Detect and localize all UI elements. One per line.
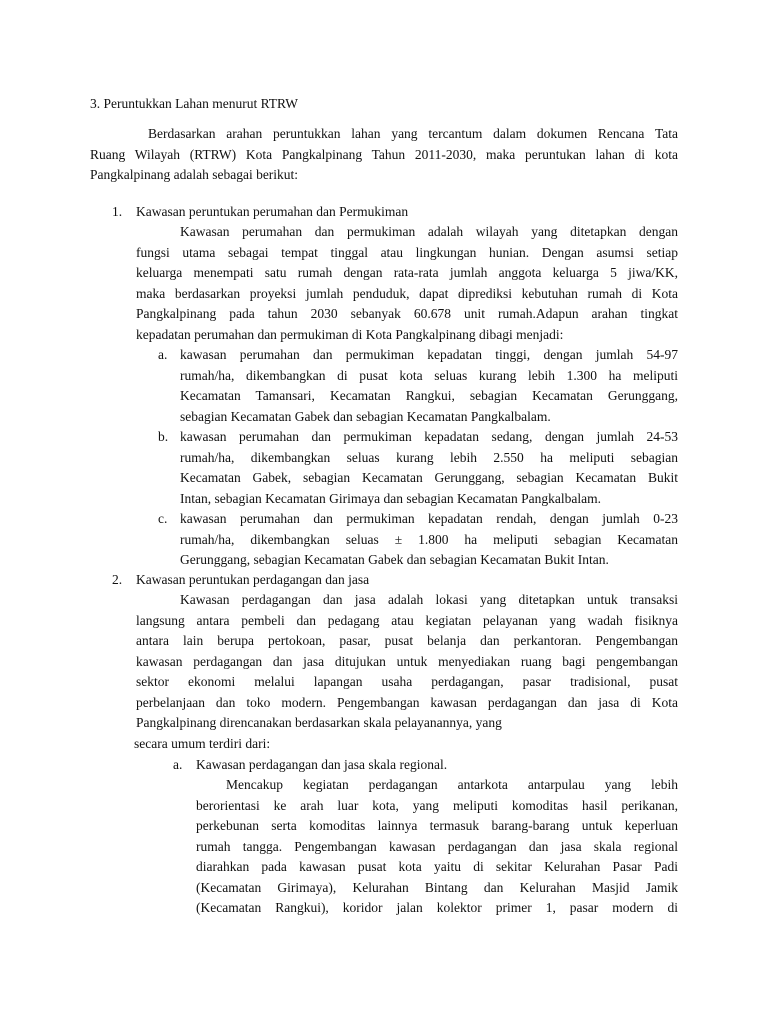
item1-line: maka berdasarkan proyeksi jumlah penduduk, dapat diprediksi kebutuhan rumah di Kota xyxy=(136,285,678,301)
item1-line: Pangkalpinang pada tahun 2030 sebanyak 60.678 unit rumah.Adapun arahan tingkat xyxy=(136,306,678,321)
list-marker-1: 1. xyxy=(112,204,123,219)
item2-line: Pangkalpinang direncanakan berdasarkan skala pelayanannya, yang xyxy=(136,715,502,730)
item1-sub-a xyxy=(180,345,678,427)
intro-paragraph xyxy=(90,124,678,186)
item2-paragraph-tail: secara umum terdiri dari: xyxy=(134,736,271,751)
sub-marker-a: a. xyxy=(158,347,168,362)
section-heading: 3. Peruntukkan Lahan menurut RTRW xyxy=(90,96,299,111)
item1-line: keluarga menempati satu rumah dengan rata-rata jumlah anggota keluarga 5 jiwa/KK, xyxy=(136,265,678,280)
sub-marker-2a: a. xyxy=(173,757,183,772)
list-marker-2: 2. xyxy=(112,572,123,587)
sub-line: (Kecamatan Rangkui), koridor jalan kolektor primer 1, pasar modern di xyxy=(196,900,678,915)
sub-line: kawasan perumahan dan permukiman kepadatan tinggi, dengan jumlah 54-97 xyxy=(180,347,678,362)
sub-line: rumah/ha, dikembangkan seluas ± 1.800 ha meliputi sebagian Kecamatan xyxy=(180,531,678,547)
item1-line: kepadatan perumahan dan permukiman di Kota Pangkalpinang dibagi menjadi: xyxy=(136,326,564,342)
item2-line: antara lain berupa pertokoan, pasar, pusat belanja dan perkantoran. Pengembangan xyxy=(136,633,678,648)
sub-line: Mencakup kegiatan perdagangan antarkota antarpulau yang lebih xyxy=(226,777,678,792)
intro-line: Pangkalpinang adalah sebagai berikut: xyxy=(90,167,299,182)
item1-title: Kawasan peruntukan perumahan dan Permukiman xyxy=(136,204,409,219)
sub-line: Kecamatan Gabek, sebagian Kecamatan Gerunggang, sebagian Kecamatan Bukit xyxy=(180,470,678,485)
sub-line: diarahkan pada kawasan pusat kota yaitu di sekitar Kelurahan Pasar Padi xyxy=(196,859,678,874)
item1-sub-b xyxy=(180,427,678,509)
item2-title: Kawasan peruntukan perdagangan dan jasa xyxy=(136,572,370,587)
item2-line: sektor ekonomi melalui lapangan usaha perdagangan, pasar tradisional, pusat xyxy=(136,674,678,689)
item2-sub-a-title: Kawasan perdagangan dan jasa skala regional. xyxy=(196,757,448,772)
sub-marker-c: c. xyxy=(158,511,168,526)
intro-line: Berdasarkan arahan peruntukkan lahan yang tercantum dalam dokumen Rencana Tata xyxy=(148,126,678,141)
item1-line: fungsi utama sebagai tempat tinggal atau lingkungan hunian. Dengan asumsi setiap xyxy=(136,244,678,260)
item2-line: kawasan perdagangan dan jasa ditujukan untuk menyediakan ruang bagi pengembangan xyxy=(136,653,678,669)
sub-line: sebagian Kecamatan Gabek dan sebagian Kecamatan Pangkalbalam. xyxy=(180,408,551,424)
item1-sub-c xyxy=(180,509,678,571)
sub-line: rumah/ha, dikembangkan di pusat kota seluas kurang lebih 1.300 ha meliputi xyxy=(180,367,678,383)
sub-marker-b: b. xyxy=(158,429,169,444)
sub-line: (Kecamatan Girimaya), Kelurahan Bintang dan Kelurahan Masjid Jamik xyxy=(196,879,678,895)
sub-line: Intan, sebagian Kecamatan Girimaya dan sebagian Kecamatan Pangkalbalam. xyxy=(180,490,601,506)
item1-paragraph xyxy=(136,222,678,345)
sub-line: kawasan perumahan dan permukiman kepadatan rendah, dengan jumlah 0-23 xyxy=(180,511,678,526)
item2-line: langsung antara pembeli dan pedagang atau kegiatan pelayanan yang wadah fisiknya xyxy=(136,612,678,628)
sub-line: kawasan perumahan dan permukiman kepadatan sedang, dengan jumlah 24-53 xyxy=(180,429,678,444)
item2-line: Kawasan perdagangan dan jasa adalah lokasi yang ditetapkan untuk transaksi xyxy=(180,592,678,607)
sub-line: berorientasi ke arah luar kota, yang meliputi komoditas hasil perikanan, xyxy=(196,797,678,813)
item2-paragraph xyxy=(136,590,678,734)
sub-line: Kecamatan Tamansari, Kecamatan Rangkui, sebagian Kecamatan Gerunggang, xyxy=(180,388,678,403)
item2-sub-a-paragraph xyxy=(196,775,678,919)
sub-line: rumah tangga. Pengembangan kawasan perdagangan dan jasa skala regional xyxy=(196,838,678,854)
sub-line: rumah/ha, dikembangkan seluas kurang lebih 2.550 ha meliputi sebagian xyxy=(180,449,678,465)
item2-line: perbelanjaan dan toko modern. Pengembangan kawasan perdagangan dan jasa di Kota xyxy=(136,694,678,710)
item1-line: Kawasan perumahan dan permukiman adalah wilayah yang ditetapkan dengan xyxy=(180,224,678,239)
sub-line: Gerunggang, sebagian Kecamatan Gabek dan sebagian Kecamatan Bukit Intan. xyxy=(180,552,609,567)
sub-line: perkebunan serta komoditas lainnya termasuk barang-barang untuk keperluan xyxy=(196,818,678,833)
intro-line: Ruang Wilayah (RTRW) Kota Pangkalpinang Tahun 2011-2030, maka peruntukan lahan di kota xyxy=(90,146,678,162)
